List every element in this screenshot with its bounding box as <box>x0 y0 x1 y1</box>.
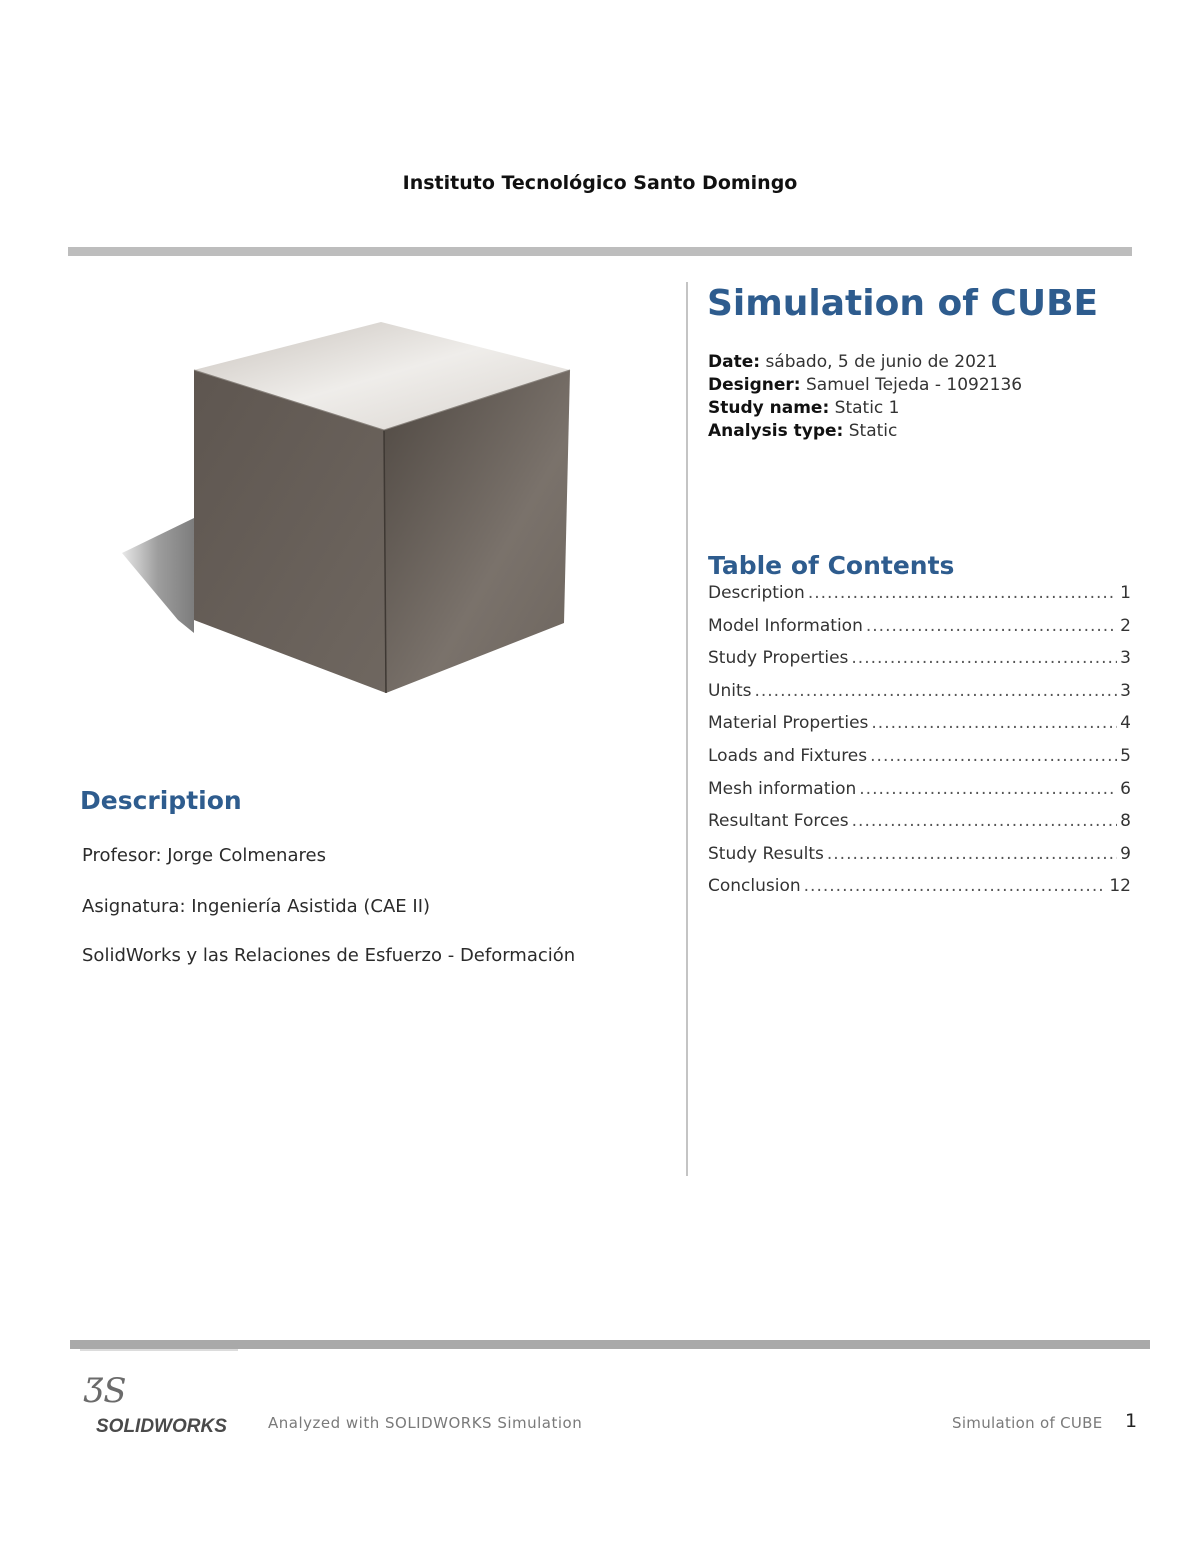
meta-date: Date: sábado, 5 de junio de 2021 <box>708 352 998 372</box>
svg-text:SOLIDWORKS: SOLIDWORKS <box>96 1416 227 1437</box>
description-professor: Profesor: Jorge Colmenares <box>82 845 326 866</box>
header-rule <box>68 247 1132 256</box>
toc-item-loads-and-fixtures[interactable]: Loads and Fixtures ..... 5 <box>708 746 1131 779</box>
ds-mark-icon: ƷS <box>84 1371 127 1411</box>
toc-item-study-properties[interactable]: Study Properties ..... 3 <box>708 648 1131 681</box>
description-subject: Asignatura: Ingeniería Asistida (CAE II) <box>82 896 431 917</box>
footer-analyzed-with: Analyzed with SOLIDWORKS Simulation <box>268 1414 583 1432</box>
report-metadata <box>708 351 1022 443</box>
meta-study-name: Study name: Static 1 <box>708 398 900 418</box>
toc-item-mesh-information[interactable]: Mesh information ..... 6 <box>708 779 1131 812</box>
footer-rule <box>70 1340 1150 1349</box>
meta-analysis-type: Analysis type: Static <box>708 421 898 441</box>
footer-rule-accent <box>80 1349 238 1351</box>
cube-shadow <box>122 518 194 633</box>
institution-name: Instituto Tecnológico Santo Domingo <box>402 172 798 194</box>
toc-item-model-information[interactable]: Model Information ..... 2 <box>708 616 1131 649</box>
solidworks-logo <box>82 1362 242 1438</box>
toc-item-study-results[interactable]: Study Results ..... 9 <box>708 844 1131 877</box>
description-heading: Description <box>80 786 242 815</box>
toc-heading: Table of Contents <box>708 551 955 580</box>
toc-item-units[interactable]: Units ..... 3 <box>708 681 1131 714</box>
meta-designer: Designer: Samuel Tejeda - 1092136 <box>708 375 1023 395</box>
toc-item-material-properties[interactable]: Material Properties ..... 4 <box>708 713 1131 746</box>
report-title: Simulation of CUBE <box>707 283 1099 324</box>
cube-model-image <box>118 318 578 703</box>
toc-item-description[interactable]: Description ..... 1 <box>708 583 1131 616</box>
footer-doc-title: Simulation of CUBE <box>952 1414 1103 1432</box>
description-topic: SolidWorks y las Relaciones de Esfuerzo - Deformación <box>82 945 576 966</box>
table-of-contents <box>708 583 1131 909</box>
toc-item-resultant-forces[interactable]: Resultant Forces ..... 8 <box>708 811 1131 844</box>
page-number: 1 <box>1125 1410 1138 1432</box>
toc-item-conclusion[interactable]: Conclusion ..... 12 <box>708 876 1131 909</box>
column-divider <box>686 282 688 1176</box>
